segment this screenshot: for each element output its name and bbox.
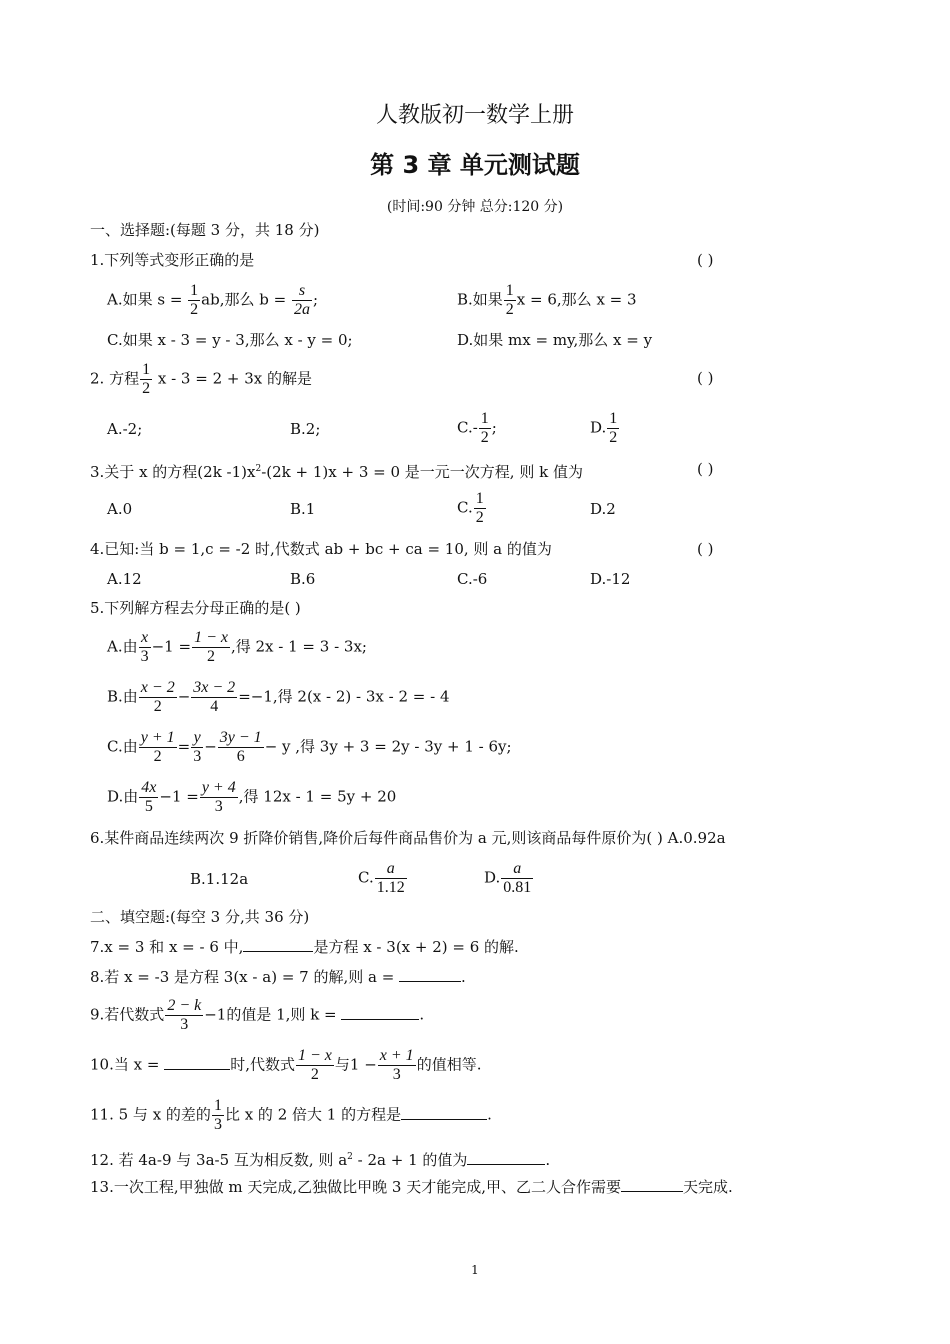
denominator: 2 bbox=[310, 1066, 319, 1083]
q5-a-text1: A.由 bbox=[107, 637, 138, 656]
denominator: 2 bbox=[153, 698, 162, 715]
denominator: 3 bbox=[140, 648, 149, 665]
q5-c-text2: − y ,得 3y + 3 = 2y - 3y + 1 - 6y; bbox=[264, 737, 512, 756]
q3-exponent: 2 bbox=[255, 464, 262, 474]
q10-text4: 的值相等. bbox=[416, 1055, 482, 1074]
answer-blank[interactable] bbox=[243, 937, 313, 952]
q10 bbox=[90, 1047, 481, 1084]
q4-stem: 4.已知:当 b = 1,c = -2 时,代数式 ab + bc + ca = 10, 则 a 的值为 bbox=[90, 540, 552, 558]
q2-option-d bbox=[590, 410, 620, 447]
q3-option-a: A.0 bbox=[107, 500, 133, 518]
q5-c-text1: C.由 bbox=[107, 737, 138, 756]
answer-blank[interactable] bbox=[401, 1105, 487, 1120]
numerator: 1 bbox=[505, 282, 514, 299]
numerator: y + 4 bbox=[201, 779, 236, 796]
q5-a-text2: ,得 2x - 1 = 3 - 3x; bbox=[230, 637, 367, 656]
denominator: 1.12 bbox=[376, 879, 405, 896]
denominator: 2 bbox=[207, 648, 216, 665]
q1-b-text2: x = 6,那么 x = 3 bbox=[516, 290, 637, 309]
fraction bbox=[375, 860, 407, 897]
numerator: 1 bbox=[475, 490, 484, 507]
q2-d-text1: D. bbox=[590, 418, 607, 437]
q11-text2: 比 x 的 2 倍大 1 的方程是 bbox=[224, 1105, 402, 1124]
math-operator: −1 = bbox=[151, 637, 192, 656]
numerator: a bbox=[501, 860, 533, 879]
fraction bbox=[292, 282, 312, 319]
denominator: 3 bbox=[213, 1116, 222, 1133]
q2-c-text1: C.- bbox=[457, 418, 478, 437]
denominator: 5 bbox=[144, 798, 153, 815]
numerator: a bbox=[375, 860, 407, 879]
numerator: y bbox=[191, 729, 203, 748]
q1-option-c: C.如果 x - 3 = y - 3,那么 x - y = 0; bbox=[107, 331, 353, 349]
denominator: 3 bbox=[214, 798, 223, 815]
q1-stem: 1.下列等式变形正确的是 bbox=[90, 251, 255, 269]
q3-option-b: B.1 bbox=[290, 500, 316, 518]
fraction bbox=[139, 679, 177, 716]
q13-text1: 13.一次工程,甲独做 m 天完成,乙独做比甲晚 3 天才能完成,甲、乙二人合作需要 bbox=[90, 1178, 622, 1196]
q5-option-c bbox=[107, 729, 512, 766]
numerator: x + 1 bbox=[379, 1047, 414, 1064]
denominator: 3 bbox=[193, 748, 202, 765]
fraction bbox=[296, 1047, 334, 1084]
q2-option-c bbox=[457, 410, 497, 447]
q1-a-text3: ; bbox=[312, 290, 319, 309]
numerator: 3x − 2 bbox=[193, 679, 236, 696]
fraction bbox=[192, 629, 230, 666]
denominator: 2 bbox=[609, 429, 618, 446]
denominator: 2 bbox=[142, 380, 151, 397]
numerator: 1 − x bbox=[194, 629, 228, 646]
q1-option-b bbox=[457, 282, 637, 319]
book-title: 人教版初一数学上册 bbox=[375, 103, 574, 128]
numerator: 2 − k bbox=[167, 997, 202, 1014]
math-operator: − bbox=[177, 687, 191, 706]
fraction bbox=[218, 729, 264, 766]
denominator: 6 bbox=[236, 748, 245, 765]
q5-option-b bbox=[107, 679, 450, 716]
q9-text1: 9.若代数式 bbox=[90, 1005, 165, 1024]
q3-text1: 3.关于 x 的方程(2k -1)x bbox=[90, 463, 256, 481]
q11-text3: . bbox=[487, 1105, 492, 1124]
q3-option-d: D.2 bbox=[590, 500, 616, 518]
test-title: 第 3 章 单元测试题 bbox=[370, 151, 580, 179]
q12-text2: - 2a + 1 的值为 bbox=[352, 1151, 468, 1169]
answer-blank[interactable] bbox=[164, 1055, 230, 1070]
page-number: 1 bbox=[471, 1263, 479, 1277]
q10-text3: 与 bbox=[334, 1055, 350, 1074]
math-operator: = bbox=[177, 737, 191, 756]
q5-b-text1: B.由 bbox=[107, 687, 138, 706]
numerator: y + 1 bbox=[140, 729, 175, 746]
denominator: 2 bbox=[480, 429, 489, 446]
numerator: 3y − 1 bbox=[219, 729, 262, 746]
fraction bbox=[139, 729, 177, 766]
q4-option-c: C.-6 bbox=[457, 570, 488, 588]
answer-blank[interactable] bbox=[399, 967, 461, 982]
fraction bbox=[140, 361, 152, 398]
q2-c-text2: ; bbox=[491, 418, 497, 437]
q8-text1: 8.若 x = -3 是方程 3(x - a) = 7 的解,则 a = bbox=[90, 968, 400, 986]
q10-text2: 时,代数式 bbox=[230, 1055, 295, 1074]
q8 bbox=[90, 967, 466, 987]
fraction bbox=[139, 629, 151, 666]
numerator: x − 2 bbox=[140, 679, 175, 696]
fraction bbox=[212, 1097, 224, 1134]
q3-stem bbox=[90, 459, 583, 482]
q7 bbox=[90, 937, 519, 957]
fraction bbox=[474, 490, 486, 527]
math-operator: − bbox=[204, 737, 217, 756]
q6-stem: 6.某件商品连续两次 9 折降价销售,降价后每件商品售价为 a 元,则该商品每件原价为( ) A.0.92a bbox=[90, 829, 726, 847]
q4-option-d: D.-12 bbox=[590, 570, 631, 588]
q6-option-c bbox=[358, 860, 408, 897]
fraction bbox=[188, 282, 200, 319]
math-operator: −1 bbox=[204, 1005, 227, 1024]
q9-text2: 的值是 1,则 k = bbox=[226, 1005, 342, 1024]
q12-exponent: 2 bbox=[347, 1152, 353, 1162]
q3-answer-paren: ( ) bbox=[697, 460, 714, 478]
denominator: 2 bbox=[190, 301, 199, 318]
numerator: 1 bbox=[190, 282, 199, 299]
q9-text3: . bbox=[419, 1005, 425, 1024]
q6-c-text: C. bbox=[358, 868, 374, 887]
q6-option-b: B.1.12a bbox=[190, 870, 249, 888]
q10-text1: 10.当 x = bbox=[90, 1055, 165, 1074]
answer-blank[interactable] bbox=[467, 1150, 545, 1165]
q1-answer-paren: ( ) bbox=[697, 251, 714, 269]
fraction bbox=[501, 860, 533, 897]
fraction bbox=[504, 282, 516, 319]
q6-option-d bbox=[484, 860, 534, 897]
denominator: 0.81 bbox=[503, 879, 532, 896]
math-operator: 1 − bbox=[349, 1055, 377, 1074]
q2-text2: x - 3 = 2 + 3x 的解是 bbox=[153, 369, 312, 388]
q4-option-b: B.6 bbox=[290, 570, 316, 588]
numerator: 1 bbox=[480, 410, 489, 427]
numerator: x bbox=[139, 629, 151, 648]
q13-text2: 天完成. bbox=[683, 1178, 733, 1196]
q13 bbox=[90, 1177, 733, 1197]
q4-answer-paren: ( ) bbox=[697, 540, 714, 558]
fraction bbox=[479, 410, 491, 447]
fraction bbox=[191, 679, 237, 716]
answer-blank[interactable] bbox=[621, 1177, 683, 1192]
q12-text1: 12. 若 4a-9 与 3a-5 互为相反数, 则 a bbox=[90, 1151, 348, 1169]
numerator: s bbox=[292, 282, 312, 301]
fraction bbox=[200, 779, 238, 816]
q5-stem: 5.下列解方程去分母正确的是( ) bbox=[90, 599, 301, 617]
q12-text3: . bbox=[545, 1151, 551, 1169]
q2-answer-paren: ( ) bbox=[697, 369, 714, 387]
q7-text1: 7.x = 3 和 x = - 6 中, bbox=[90, 938, 244, 956]
denominator: 3 bbox=[392, 1066, 401, 1083]
q3-text2: -(2k + 1)x + 3 = 0 是一元一次方程, 则 k 值为 bbox=[261, 463, 583, 481]
denominator: 2 bbox=[153, 748, 162, 765]
q5-b-text2: =−1,得 2(x - 2) - 3x - 2 = - 4 bbox=[238, 687, 450, 706]
numerator: 1 bbox=[142, 361, 151, 378]
denominator: 4 bbox=[210, 698, 219, 715]
q6-d-text: D. bbox=[484, 868, 501, 887]
fraction bbox=[378, 1047, 416, 1084]
q4-option-a: A.12 bbox=[107, 570, 142, 588]
denominator: 2a bbox=[293, 301, 310, 318]
q9 bbox=[90, 997, 424, 1034]
fraction bbox=[191, 729, 203, 766]
answer-blank[interactable] bbox=[341, 1005, 419, 1020]
q2-stem bbox=[90, 361, 312, 398]
q11 bbox=[90, 1097, 492, 1134]
q1-a-text1: A.如果 s = bbox=[107, 290, 188, 309]
numerator: 4x bbox=[141, 779, 157, 796]
q2-text1: 2. 方程 bbox=[90, 369, 140, 388]
q5-option-a bbox=[107, 629, 367, 666]
q1-option-a bbox=[107, 282, 318, 319]
section2-heading: 二、填空题:(每空 3 分,共 36 分) bbox=[90, 908, 310, 926]
q1-option-d: D.如果 mx = my,那么 x = y bbox=[457, 331, 653, 349]
numerator: 1 − x bbox=[297, 1047, 332, 1064]
denominator: 2 bbox=[475, 509, 484, 526]
q8-text2: . bbox=[461, 968, 466, 986]
math-operator: −1 = bbox=[159, 787, 199, 806]
q7-text2: 是方程 x - 3(x + 2) = 6 的解. bbox=[313, 938, 519, 956]
fraction bbox=[607, 410, 619, 447]
q3-option-c bbox=[457, 490, 487, 527]
q1-b-text1: B.如果 bbox=[457, 290, 503, 309]
fraction bbox=[139, 779, 158, 816]
q2-option-b: B.2; bbox=[290, 420, 321, 438]
q11-text1: 11. 5 与 x 的差的 bbox=[90, 1105, 211, 1124]
numerator: 1 bbox=[213, 1097, 222, 1114]
numerator: 1 bbox=[609, 410, 618, 427]
denominator: 3 bbox=[180, 1016, 189, 1033]
q1-a-text2: ab,那么 b = bbox=[201, 290, 291, 309]
section1-heading: 一、选择题:(每题 3 分，共 18 分) bbox=[90, 221, 320, 239]
time-info: (时间:90 分钟 总分:120 分) bbox=[386, 199, 564, 215]
denominator: 2 bbox=[505, 301, 514, 318]
q12 bbox=[90, 1147, 550, 1170]
q5-d-text2: ,得 12x - 1 = 5y + 20 bbox=[238, 787, 397, 806]
q5-d-text1: D.由 bbox=[107, 787, 139, 806]
q2-option-a: A.-2; bbox=[107, 420, 143, 438]
q3-c-text: C. bbox=[457, 498, 473, 517]
fraction bbox=[165, 997, 203, 1034]
q5-option-d bbox=[107, 779, 396, 816]
